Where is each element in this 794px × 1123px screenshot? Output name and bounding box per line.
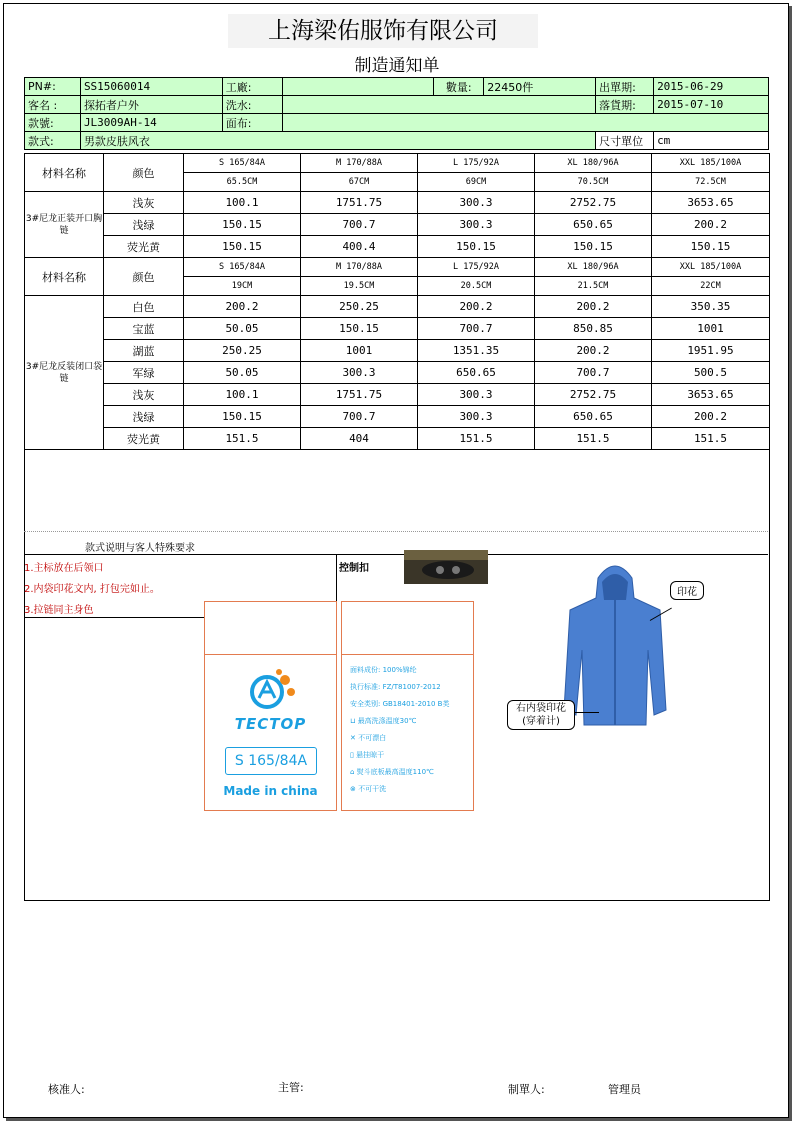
- ship-date-label: 出單期:: [596, 78, 654, 96]
- value-cell: 650.65: [418, 362, 535, 384]
- brand-name: TECTOP: [234, 715, 307, 733]
- value-cell: 650.65: [535, 214, 652, 236]
- value-cell: 1351.35: [418, 340, 535, 362]
- value-cell: 151.5: [535, 428, 652, 450]
- value-cell: 200.2: [535, 340, 652, 362]
- style-no-label: 款號:: [25, 114, 81, 132]
- print-callout: 印花: [670, 581, 704, 600]
- value-cell: 650.65: [535, 406, 652, 428]
- size-header: XXL 185/100A: [652, 154, 770, 173]
- value-cell: 1951.95: [652, 340, 770, 362]
- wash-icon: ⊔: [350, 717, 358, 725]
- style-label: 款式:: [25, 132, 81, 150]
- table-row: [25, 236, 770, 258]
- value-cell: 100.1: [184, 192, 301, 214]
- notes-heading: 款式说明与客人特殊要求: [85, 543, 195, 554]
- style-value: 男款皮肤风衣: [80, 132, 595, 150]
- value-cell: 50.05: [184, 362, 301, 384]
- divider: [24, 531, 768, 532]
- value-cell: 200.2: [184, 296, 301, 318]
- color-cell: 浅灰: [104, 384, 184, 406]
- color-cell: 浅绿: [104, 214, 184, 236]
- value-cell: 200.2: [652, 214, 770, 236]
- measure-cell: 72.5CM: [652, 173, 770, 192]
- table-row: [25, 428, 770, 450]
- measure-cell: 21.5CM: [535, 277, 652, 296]
- value-cell: 300.3: [418, 384, 535, 406]
- material-name: 3#尼龙反装闭口袋链: [25, 296, 104, 450]
- measure-cell: 22CM: [652, 277, 770, 296]
- composition-text: 面料成份: 100%锦纶: [350, 666, 417, 674]
- factory-value: [282, 78, 434, 96]
- size-tag: S 165/84A: [225, 747, 317, 775]
- value-cell: 1001: [652, 318, 770, 340]
- brand-label: [204, 601, 337, 811]
- value-cell: 50.05: [184, 318, 301, 340]
- care-item: ⌂ 熨斗底板最高温度110℃: [350, 768, 434, 776]
- size-header: M 170/88A: [301, 258, 418, 277]
- care-text-block: [350, 662, 449, 798]
- value-cell: 700.7: [301, 406, 418, 428]
- no-bleach-icon: ✕: [350, 734, 359, 742]
- factory-label: 工廠:: [222, 78, 282, 96]
- size-unit-value: cm: [654, 132, 769, 150]
- value-cell: 500.5: [652, 362, 770, 384]
- table-row: [25, 384, 770, 406]
- company-name: 上海梁佑服饰有限公司: [228, 14, 538, 48]
- care-item: ⊔ 最高洗涤温度30℃: [350, 717, 417, 725]
- value-cell: 404: [301, 428, 418, 450]
- material-header: 材料名称: [25, 154, 104, 192]
- value-cell: 300.3: [418, 192, 535, 214]
- size-header: S 165/84A: [184, 154, 301, 173]
- value-cell: 150.15: [535, 236, 652, 258]
- value-cell: 150.15: [418, 236, 535, 258]
- color-header: 颜色: [104, 154, 184, 192]
- table-row: [25, 214, 770, 236]
- note-item: 2.内袋印花文内, 打包完如止。: [24, 584, 160, 595]
- value-cell: 150.15: [652, 236, 770, 258]
- cord-lock-photo: [404, 550, 488, 584]
- note-item: 3.拉链同主身色: [24, 605, 94, 616]
- measure-cell: 70.5CM: [535, 173, 652, 192]
- size-header: XL 180/96A: [535, 258, 652, 277]
- value-cell: 150.15: [184, 214, 301, 236]
- zipper-table-1: [24, 153, 770, 258]
- color-cell: 宝蓝: [104, 318, 184, 340]
- value-cell: 150.15: [301, 318, 418, 340]
- supervisor-label: 主管:: [278, 1081, 304, 1094]
- care-instructions-label: [341, 601, 474, 811]
- measure-cell: 20.5CM: [418, 277, 535, 296]
- material-name: 3#尼龙正装开口胸链: [25, 192, 104, 258]
- value-cell: 150.15: [184, 406, 301, 428]
- color-cell: 湖蓝: [104, 340, 184, 362]
- hang-dry-icon: ▯: [350, 751, 357, 759]
- value-cell: 150.15: [184, 236, 301, 258]
- safety-text: 安全类别: GB18401-2010 B类: [350, 700, 450, 708]
- measure-cell: 69CM: [418, 173, 535, 192]
- value-cell: 1001: [301, 340, 418, 362]
- brand-logo-icon: [245, 668, 297, 712]
- color-cell: 白色: [104, 296, 184, 318]
- maker-label: 制單人:: [508, 1083, 545, 1096]
- style-no-value: JL3009AH-14: [80, 114, 222, 132]
- care-item: ▯ 悬挂晾干: [350, 751, 385, 759]
- material-header: 材料名称: [25, 258, 104, 296]
- pn-label: PN#:: [25, 78, 81, 96]
- measure-cell: 67CM: [301, 173, 418, 192]
- maker-name: 管理员: [608, 1083, 641, 1096]
- care-item: ✕ 不可漂白: [350, 734, 387, 742]
- value-cell: 700.7: [418, 318, 535, 340]
- no-dry-clean-icon: ⊗: [350, 785, 359, 793]
- value-cell: 850.85: [535, 318, 652, 340]
- delivery-date-value: 2015-07-10: [654, 96, 769, 114]
- value-cell: 300.3: [418, 214, 535, 236]
- care-item: ⊗ 不可干洗: [350, 785, 387, 793]
- fabric-value: [282, 114, 768, 132]
- value-cell: 300.3: [418, 406, 535, 428]
- value-cell: 250.25: [301, 296, 418, 318]
- measure-cell: 19.5CM: [301, 277, 418, 296]
- jacket-image: [560, 560, 670, 735]
- control-buckle-label: 控制扣: [339, 563, 369, 574]
- value-cell: 400.4: [301, 236, 418, 258]
- zipper-table-2: [24, 257, 770, 450]
- value-cell: 1751.75: [301, 384, 418, 406]
- divider: [24, 554, 768, 555]
- value-cell: 2752.75: [535, 192, 652, 214]
- color-cell: 浅绿: [104, 406, 184, 428]
- table-row: [25, 318, 770, 340]
- document-title: 制造通知单: [354, 56, 440, 76]
- made-in-text: Made in china: [223, 784, 318, 798]
- callout-line: [573, 712, 599, 713]
- value-cell: 700.7: [301, 214, 418, 236]
- value-cell: 200.2: [535, 296, 652, 318]
- value-cell: 350.35: [652, 296, 770, 318]
- table-row: [25, 296, 770, 318]
- value-cell: 151.5: [652, 428, 770, 450]
- value-cell: 200.2: [418, 296, 535, 318]
- table-row: [25, 340, 770, 362]
- approver-label: 核准人:: [48, 1083, 85, 1096]
- value-cell: 151.5: [418, 428, 535, 450]
- ship-date-value: 2015-06-29: [654, 78, 769, 96]
- standard-text: 执行标准: FZ/T81007-2012: [350, 683, 441, 691]
- value-cell: 100.1: [184, 384, 301, 406]
- value-cell: 3653.65: [652, 384, 770, 406]
- header-info-table: [24, 77, 769, 150]
- customer-label: 客名 :: [25, 96, 81, 114]
- table-row: [25, 192, 770, 214]
- table-row: [25, 362, 770, 384]
- color-header: 颜色: [104, 258, 184, 296]
- pn-value: SS15060014: [80, 78, 222, 96]
- color-cell: 军绿: [104, 362, 184, 384]
- qty-value: 22450件: [484, 78, 596, 96]
- value-cell: 2752.75: [535, 384, 652, 406]
- value-cell: 3653.65: [652, 192, 770, 214]
- size-header: S 165/84A: [184, 258, 301, 277]
- size-header: XXL 185/100A: [652, 258, 770, 277]
- value-cell: 1751.75: [301, 192, 418, 214]
- color-cell: 荧光黄: [104, 236, 184, 258]
- size-header: M 170/88A: [301, 154, 418, 173]
- measure-cell: 65.5CM: [184, 173, 301, 192]
- wash-value: [282, 96, 595, 114]
- fabric-label: 面布:: [222, 114, 282, 132]
- table-row: [25, 406, 770, 428]
- size-header: L 175/92A: [418, 258, 535, 277]
- size-header: XL 180/96A: [535, 154, 652, 173]
- value-cell: 151.5: [184, 428, 301, 450]
- value-cell: 700.7: [535, 362, 652, 384]
- color-cell: 荧光黄: [104, 428, 184, 450]
- delivery-date-label: 落貨期:: [596, 96, 654, 114]
- measure-cell: 19CM: [184, 277, 301, 296]
- value-cell: 250.25: [184, 340, 301, 362]
- value-cell: 200.2: [652, 406, 770, 428]
- value-cell: 300.3: [301, 362, 418, 384]
- note-item: 1.主标放在后领口: [24, 563, 104, 574]
- pocket-print-callout: 右内袋印花 (穿着计): [507, 700, 575, 730]
- customer-value: 探拓者户外: [80, 96, 222, 114]
- size-header: L 175/92A: [418, 154, 535, 173]
- iron-icon: ⌂: [350, 768, 357, 776]
- wash-label: 洗水:: [222, 96, 282, 114]
- color-cell: 浅灰: [104, 192, 184, 214]
- qty-label: 數量:: [434, 78, 484, 96]
- size-unit-label: 尺寸單位: [596, 132, 654, 150]
